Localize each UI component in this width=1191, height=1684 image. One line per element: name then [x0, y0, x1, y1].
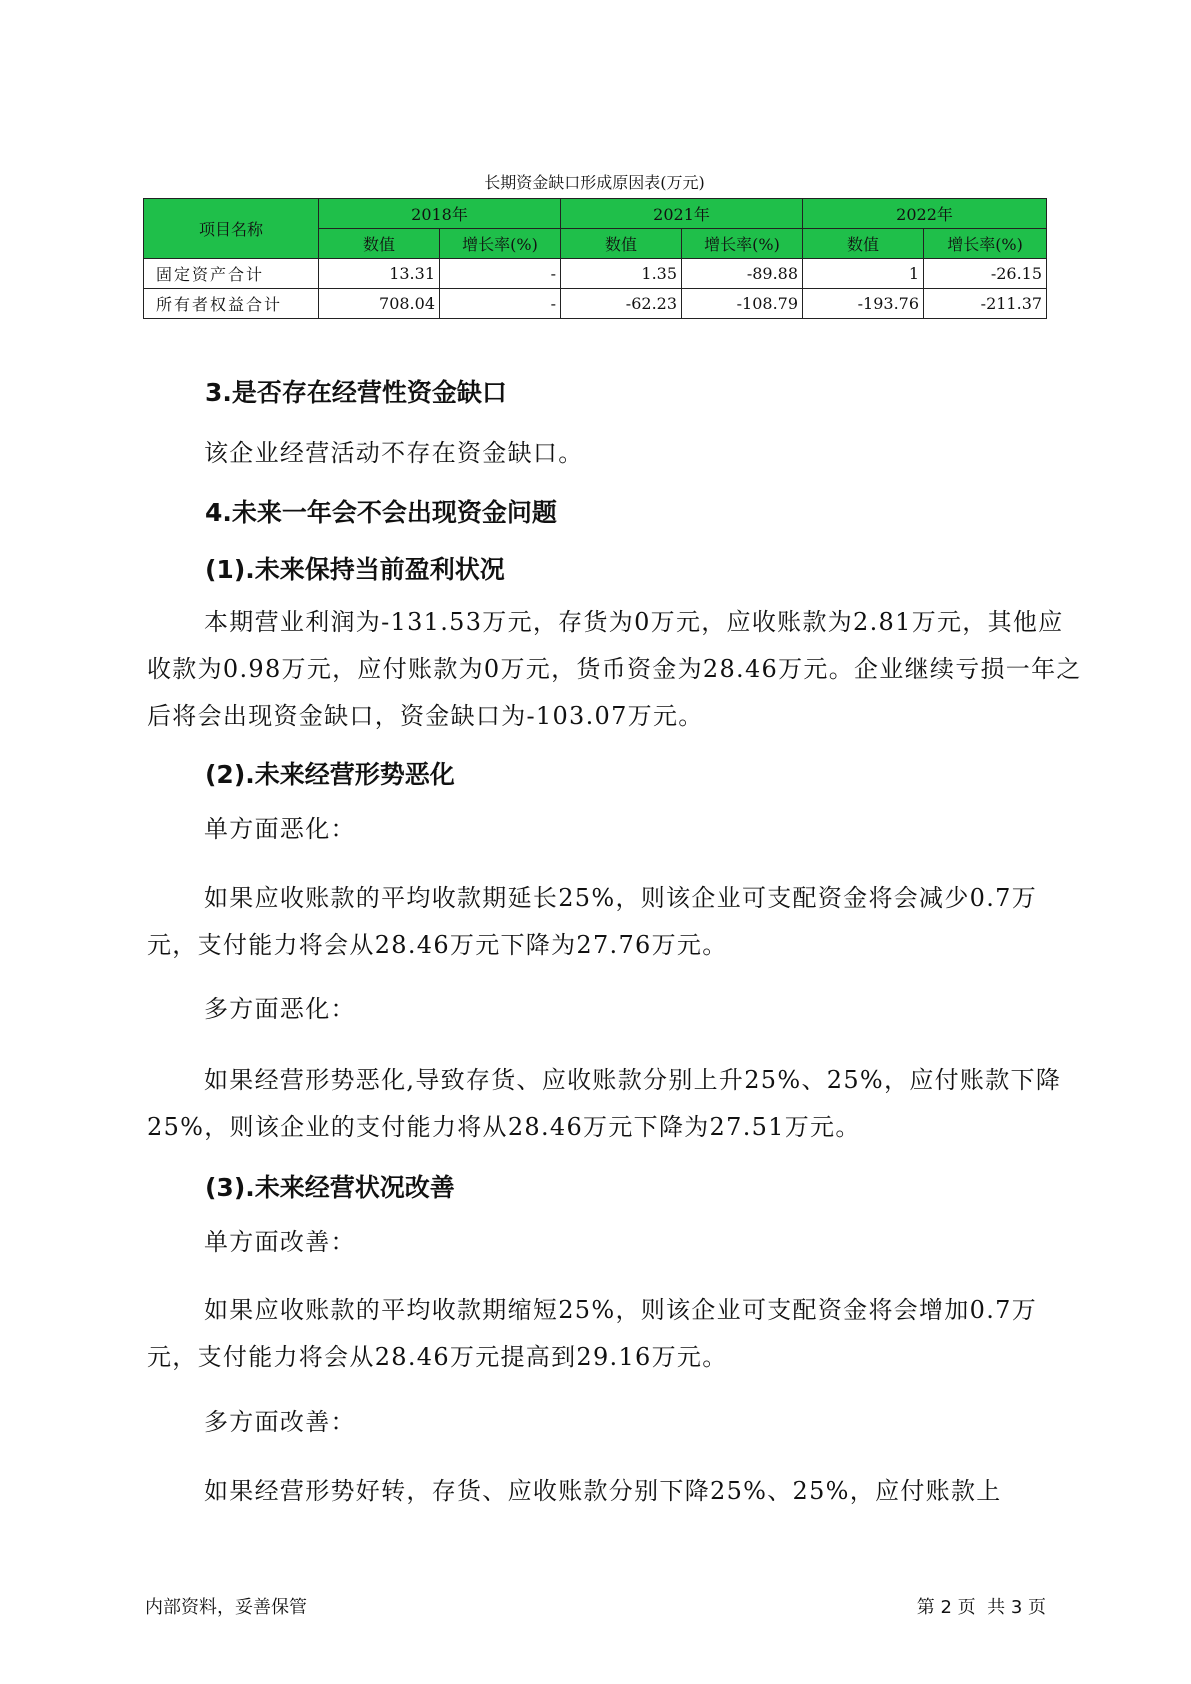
- table-cell: 13.31: [319, 259, 440, 289]
- header-value: 数值: [561, 229, 682, 259]
- table-cell: 708.04: [319, 289, 440, 319]
- section-3-title: 3.是否存在经营性资金缺口: [205, 378, 507, 407]
- multi-worsen-label: 多方面恶化：: [204, 995, 356, 1023]
- row-label: 固定资产合计: [144, 259, 319, 289]
- table-cell: -89.88: [682, 259, 803, 289]
- single-worsen-text: 如果应收账款的平均收款期延长25%，则该企业可支配资金将会减少0.7万元，支付能力将会从28.46万元下降为27.76万元。: [147, 884, 1038, 959]
- table-cell: 1: [803, 259, 924, 289]
- table-row: [144, 259, 1047, 289]
- table-caption: 长期资金缺口形成原因表(万元): [484, 173, 705, 192]
- subsection-3-title: (3).未来经营状况改善: [205, 1173, 455, 1202]
- header-item-name: 项目名称: [144, 199, 319, 259]
- table-cell: -: [440, 259, 561, 289]
- header-growth: 增长率(%): [924, 229, 1047, 259]
- multi-improve-label: 多方面改善：: [204, 1408, 356, 1436]
- section-4-title: 4.未来一年会不会出现资金问题: [205, 498, 557, 527]
- single-improve-label: 单方面改善：: [204, 1228, 356, 1256]
- header-year: 2018年: [319, 199, 561, 229]
- table-cell: -193.76: [803, 289, 924, 319]
- table-cell: -62.23: [561, 289, 682, 319]
- header-year: 2021年: [561, 199, 803, 229]
- table-cell: 1.35: [561, 259, 682, 289]
- table-header-row: [144, 199, 1047, 229]
- subsection-1-title: (1).未来保持当前盈利状况: [205, 555, 505, 584]
- table-cell: -108.79: [682, 289, 803, 319]
- single-worsen-label: 单方面恶化：: [204, 815, 356, 843]
- multi-improve-text: 如果经营形势好转，存货、应收账款分别下降25%、25%，应付账款上: [204, 1477, 1002, 1505]
- header-value: 数值: [319, 229, 440, 259]
- footer-page-number: 第 2 页 共 3 页: [916, 1597, 1046, 1618]
- table-cell: -211.37: [924, 289, 1047, 319]
- header-growth: 增长率(%): [440, 229, 561, 259]
- single-improve-text: 如果应收账款的平均收款期缩短25%，则该企业可支配资金将会增加0.7万元，支付能力将会从28.46万元提高到29.16万元。: [147, 1296, 1038, 1371]
- header-value: 数值: [803, 229, 924, 259]
- table-row: [144, 289, 1047, 319]
- section-3-text: 该企业经营活动不存在资金缺口。: [204, 439, 584, 467]
- funding-gap-table: [143, 198, 1047, 319]
- table-cell: -26.15: [924, 259, 1047, 289]
- multi-worsen-text: 如果经营形势恶化,导致存货、应收账款分别上升25%、25%，应付账款下降25%，则该企业的支付能力将从28.46万元下降为27.51万元。: [147, 1066, 1062, 1141]
- footer-confidential: 内部资料，妥善保管: [145, 1597, 307, 1618]
- row-label: 所有者权益合计: [144, 289, 319, 319]
- table-cell: -: [440, 289, 561, 319]
- header-growth: 增长率(%): [682, 229, 803, 259]
- subsection-1-text: 本期营业利润为-131.53万元，存货为0万元，应收账款为2.81万元，其他应收款为0.98万元，应付账款为0万元，货币资金为28.46万元。企业继续亏损一年之后将会出现资金缺口，资金缺口为-103.07万元。: [147, 608, 1082, 730]
- subsection-2-title: (2).未来经营形势恶化: [205, 760, 455, 789]
- header-year: 2022年: [803, 199, 1047, 229]
